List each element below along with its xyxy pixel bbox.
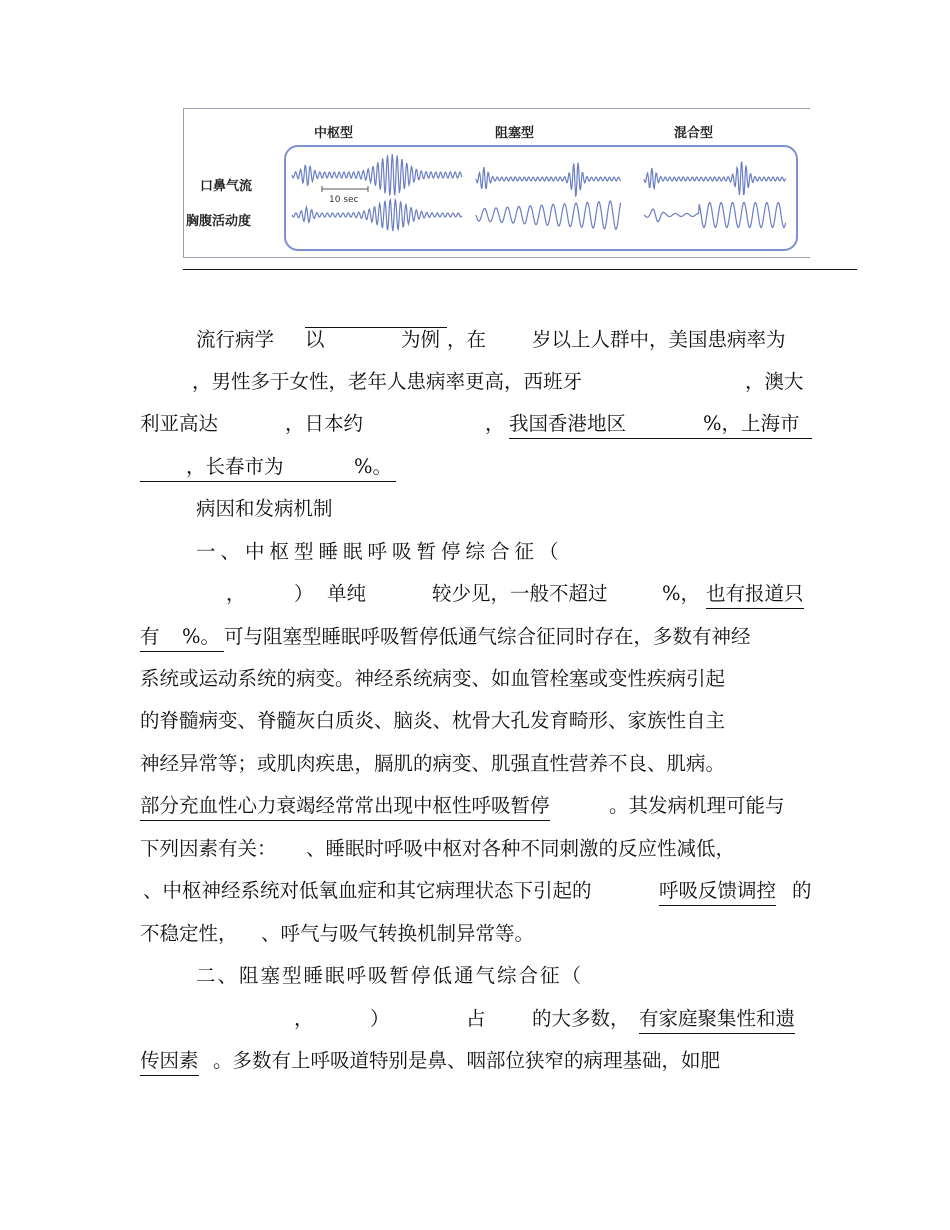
text: ） bbox=[294, 582, 314, 605]
text: ，长春市为 bbox=[186, 455, 284, 478]
section-heading: 病因和发病机制 bbox=[196, 497, 333, 520]
underlined-text bbox=[140, 454, 396, 482]
airflow-trace-mixed bbox=[644, 162, 786, 196]
text: ，日本约 bbox=[285, 412, 364, 435]
row-label-airflow: 口鼻气流 bbox=[200, 179, 253, 194]
waveform-traces bbox=[286, 147, 796, 249]
underlined-text bbox=[140, 624, 224, 652]
text: 岁以上人群中，美国患病率为 bbox=[532, 328, 786, 351]
text: %。 bbox=[182, 625, 221, 648]
text: 呼吸反馈调控 bbox=[659, 878, 776, 906]
column-label-mixed: 混合型 bbox=[674, 126, 714, 141]
text: ， bbox=[294, 1007, 314, 1030]
effort-trace-central bbox=[292, 200, 462, 231]
row-label-chest-abdomen: 胸腹活动度 bbox=[186, 214, 252, 229]
text: 也有报道只 bbox=[706, 581, 804, 609]
text: 、呼气与吸气转换机制异常等。 bbox=[261, 922, 535, 945]
text: 较少见，一般不超过 bbox=[432, 582, 608, 605]
text: 。多数有上呼吸道特别是鼻、咽部位狭窄的病理基础，如肥 bbox=[213, 1049, 721, 1072]
text: 以 bbox=[305, 328, 325, 351]
text: 。其发病机理可能与 bbox=[609, 794, 785, 817]
text: ，澳大 bbox=[745, 370, 804, 393]
text: 单纯 bbox=[327, 582, 367, 605]
osa-waveform-figure bbox=[183, 108, 810, 258]
text: ， bbox=[485, 412, 505, 435]
underlined-text bbox=[509, 411, 812, 439]
text: 有 bbox=[140, 625, 160, 648]
column-label-central: 中枢型 bbox=[314, 126, 354, 141]
scale-bar-label: 10 sec bbox=[329, 195, 359, 205]
text: ，男性多于女性，老年人患病率更高，西班牙 bbox=[192, 370, 583, 393]
column-label-obstructive: 阻塞型 bbox=[495, 126, 535, 141]
subsection-heading: 一、中枢型睡眠呼吸暂停综合征（ bbox=[196, 540, 564, 563]
text: 部分充血性心力衰竭经常常出现中枢性呼吸暂停 bbox=[140, 793, 550, 821]
text: 不稳定性， bbox=[140, 922, 238, 945]
text: 为例 bbox=[401, 328, 441, 351]
text: %。 bbox=[354, 455, 393, 478]
text: %，上海市 bbox=[703, 412, 800, 435]
text: ，在 bbox=[447, 328, 487, 351]
text: 流行病学 bbox=[196, 328, 275, 351]
text: 下列因素有关： bbox=[140, 837, 277, 860]
text: 、中枢神经系统对低氧血症和其它病理状态下引起的 bbox=[143, 879, 592, 902]
text: 的脊髓病变、脊髓灰白质炎、脑炎、枕骨大孔发育畸形、家族性自主 bbox=[140, 709, 726, 732]
text: %， bbox=[662, 582, 701, 605]
text: 的 bbox=[792, 879, 812, 902]
subsection-heading: 二、阻塞型睡眠呼吸暂停低通气综合征（ bbox=[196, 964, 584, 987]
text: 神经异常等；或肌肉疾患，膈肌的病变、肌强直性营养不良、肌病。 bbox=[140, 752, 726, 775]
text: 利亚高达 bbox=[140, 412, 219, 435]
text: 占 bbox=[466, 1007, 486, 1030]
text: 传因素 bbox=[140, 1048, 199, 1076]
underlined-text bbox=[305, 327, 447, 351]
effort-trace-obstructive bbox=[476, 201, 621, 229]
text: 系统或运动系统的病变。神经系统病变、如血管栓塞或变性疾病引起 bbox=[140, 667, 726, 690]
figure-divider bbox=[183, 269, 857, 270]
text: 可与阻塞型睡眠呼吸暂停低通气综合征同时存在，多数有神经 bbox=[224, 625, 751, 648]
text: ） bbox=[370, 1007, 390, 1030]
text: ， bbox=[226, 582, 246, 605]
effort-trace-mixed bbox=[644, 203, 786, 228]
text: 、睡眠时呼吸中枢对各种不同刺激的反应性减低， bbox=[306, 837, 736, 860]
text: 有家庭聚集性和遗 bbox=[639, 1006, 795, 1034]
text: 我国香港地区 bbox=[509, 412, 627, 435]
airflow-trace-obstructive bbox=[476, 163, 621, 196]
text: 的大多数， bbox=[532, 1007, 630, 1030]
airflow-trace-central bbox=[292, 154, 462, 196]
waveform-panel bbox=[284, 145, 798, 251]
